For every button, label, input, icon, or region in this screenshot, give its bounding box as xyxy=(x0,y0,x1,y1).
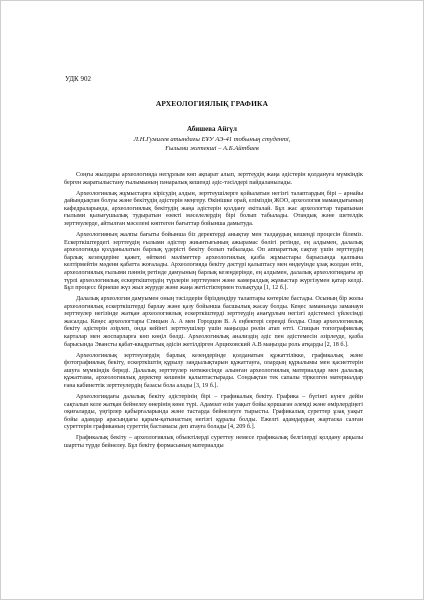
paragraph: Далалық археология дамуымен оның тәсілдерін біріздендіру талаптары көтеріле бастады. Осының бір жолы археологиялық ескерткіштерді барлау және қазу бойынша басшылық жасау болды. Кеңес заманында заманауи зерттеулер негізінде жатқан археологиялық ескерткіштерді зерттеудің анағұрлым негізгі әдістемесі үйлесімді жасалды. Кеңес археологтары Спицын А. А мен Городцов В. А еңбектері сереңді болды. Олар археологиялық бекіту әдістерін әзірлеп, онда кейінгі зерттеушілер үшін маңызды рөлін атап өтті. Спицын топографиялық карталар мен жоспарларға көп көңіл бөлді. Археологиялық анализдің әдіс пен әдістемесін әзірлеуде, қазба барысында Эвансты қабат-квадраттық әдісін жетілдірген Арциховский А.В маңызды роль атқарды [2, 18 б.]. xyxy=(64,296,363,348)
paragraph: Археологиядағы далалық бекіту әдістерінің бірі – графикалық бекіту. Графика – бүгінгі күнге дейін сақталып келе жатқан бейнелеу өнерінің көне түрі. Адамзат өзін уақыт бойы қоршаған әлемді және өмірлердіңегі оқиғаларды, үңгірлер қабырғаларында және тастарда бейнелеуге тырысты. Графикалық суреттер ұзақ уақыт бойы адамдар арасындағы қарым-қатынастың негізгі құралы болды. Ежелгі адамдардың жартаска салған суреттерін графиканың суреттің бастамасы деп атауға болады [4, 209 б.]. xyxy=(64,393,363,431)
paragraph: Археологиялық жұмыстарға кірісудің алдын, зерттеушілерге қойылатын негізгі талаптардың бірі – арнайы дайындықтан болуы және бекітудің әдістерін меңгеру. Өкінішке орай, еліміздің ЖОО, археология мамандығының кафедраларында, археологиялық бекітудің жаңа әдістерін қолдану екіталай. Бұл жас археологтар тарапынан ғылыми қызығушылық тудыратын өзекті мәселелердің бірі болып табылады. Отандық және шетелдік зерттеулерде, айтылған мәселені көптеген бағыттар бойынша дамытуда. xyxy=(64,190,364,227)
paragraph: Археологияның жалпы бағыты бойынша біз деректерді анықтау мен талдаудың кешенді процесін білеміз. Ескерткіштердегі зерттеудің ғылыми әдістер жиынтығының ажырамас бөлігі ретінде, ең алдымен, далалық археологияда қолданылатын барлық үдерісті бекіту болып табылады. Оп аппараттық сақтау үшін зерттеудің барлық кезеңдеріне қажет, өйткені мәліметтер археологиялық қазба жұмыстары барысында қалпына келтірмейтін мәдени қабатта жоғалады. Археологияда бекіту дәстүрі қалыптасу мен өндеуінде ұзақ жолдан өтіп, археологиялық ғылыми пәннің ретінде дамуының барлық кезеңдерінде, ең алдымен, далалық археологиядағы әр түрлі археологиялық ескерткіштердің түрлерін зерттеумен және камералдық жұмыстар жүргізумен қатар келді. Бұл процесс бірнеше жүз жыл жүруде және жаңа жетістіктермен толықтуда [1, 12 б.]. xyxy=(64,231,363,292)
udk-code: УДК 902 xyxy=(65,75,91,83)
affiliation-line: Ғылыми жетекші – А.Б.Айтбаев xyxy=(165,145,259,153)
paragraph: Графикалық бекіту – археологиялық объектілерді суреттеу немесе графикалық белгілерді қолдану арқылы шартты түрде бейнелеу. Бұл бекіту формасының материалды xyxy=(64,435,363,449)
paragraph: Археологиялық зерттеулердің барлық кезеңдерінде қолданатын құжаттілікке, графикалық және фотографиялық бекіту, ескерткіштің құрылу заңдылықтарын құжаттауға, олардың құрылымы мен қасиеттерін ашуға мүмкіндік береді. Далалық зерттеулер нәтижесінде алынған археологиялық материалдар мен далалық құжаттама, археологиялық деректер кешенін қалыптастырады. Сондықтан тек сапалы тіркелген материалдар ғана кабинеттік зерттеулердің базасы бола алады [3, 19 б.]. xyxy=(64,352,363,389)
author-affiliation xyxy=(1,135,423,153)
paper-title: АРХЕОЛОГИЯЛЫҚ ГРАФИКА xyxy=(155,99,269,108)
author-name: Абишева Айгүл xyxy=(187,125,237,133)
body-text xyxy=(64,172,363,454)
affiliation-line: Л.Н.Гумилев атындағы ЕҰУ АЭ-41 тобының студенті, xyxy=(133,136,291,143)
paragraph: Соңғы жылдары археологияда негұрлым көп ақпарат алып, зерттеудің жаңа әдістерін қолдануға мүмкіндік берген жаратылыстану ғылымының пәнаралық кешенді әдіс-тәсілдері пайдаланылады. xyxy=(64,172,363,186)
